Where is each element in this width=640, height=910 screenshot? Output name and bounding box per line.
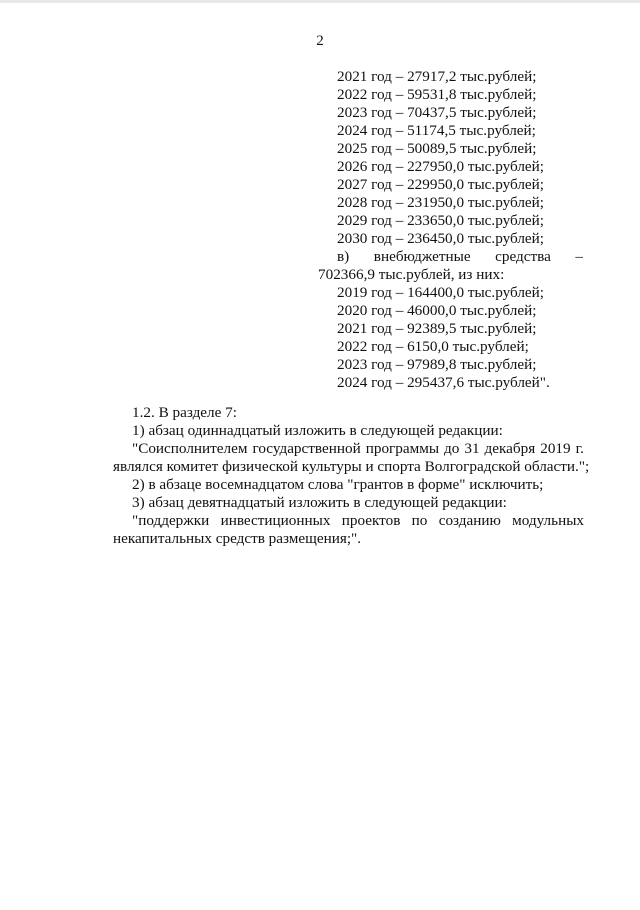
quote-1-first-line [132,440,584,458]
quote-3-word: созданию [438,512,501,529]
budget-year-line: 2026 год – 227950,0 тыс.рублей; [337,158,545,175]
extrabudgetary-year-line: 2020 год – 46000,0 тыс.рублей; [337,302,537,319]
amendment-item-1: 1) абзац одиннадцатый изложить в следующей редакции: [132,422,503,439]
quote-1-word: программы [365,440,440,457]
quote-1-word: "Соисполнителем [132,440,248,457]
section-heading: 1.2. В разделе 7: [132,404,237,421]
quote-1-word: 2019 [540,440,571,457]
budget-year-line: 2023 год – 70437,5 тыс.рублей; [337,104,537,121]
budget-year-line: 2029 год – 233650,0 тыс.рублей; [337,212,545,229]
quote-1-word: декабря [484,440,536,457]
extrabudgetary-heading-word: средства [495,248,551,265]
quote-1-word: до [444,440,460,457]
quote-1-word: 31 [464,440,480,457]
page-number: 2 [316,33,324,49]
quote-3-second-line: некапитальных средств размещения;". [113,530,362,547]
amendment-item-3: 3) абзац девятнадцатый изложить в следующей редакции: [132,494,507,511]
scan-top-edge [0,0,640,3]
quote-1-word: государственной [252,440,361,457]
extrabudgetary-year-line: 2019 год – 164400,0 тыс.рублей; [337,284,545,301]
budget-year-line: 2027 год – 229950,0 тыс.рублей; [337,176,545,193]
quote-1-word: г. [575,440,584,457]
quote-3-word: модульных [512,512,584,529]
budget-year-line: 2024 год – 51174,5 тыс.рублей; [337,122,536,139]
extrabudgetary-heading [337,248,583,266]
budget-year-line: 2022 год – 59531,8 тыс.рублей; [337,86,537,103]
extrabudgetary-year-line: 2024 год – 295437,6 тыс.рублей". [337,374,550,391]
extrabudgetary-year-line: 2023 год – 97989,8 тыс.рублей; [337,356,537,373]
extrabudgetary-heading-word: в) [337,248,350,265]
extrabudgetary-year-line: 2021 год – 92389,5 тыс.рублей; [337,320,537,337]
budget-year-line: 2021 год – 27917,2 тыс.рублей; [337,68,537,85]
quote-3-first-line [132,512,584,530]
budget-year-line: 2028 год – 231950,0 тыс.рублей; [337,194,545,211]
quote-3-word: по [411,512,428,529]
extrabudgetary-heading-word: внебюджетные [373,248,471,265]
quote-3-word: проектов [341,512,401,529]
extrabudgetary-total: 702366,9 тыс.рублей, из них: [318,266,505,283]
quote-1-second-line: являлся комитет физической культуры и спорта Волгоградской области."; [113,458,590,475]
budget-year-line: 2025 год – 50089,5 тыс.рублей; [337,140,537,157]
quote-3-word: "поддержки [132,512,210,529]
quote-3-word: инвестиционных [220,512,331,529]
extrabudgetary-year-line: 2022 год – 6150,0 тыс.рублей; [337,338,529,355]
budget-year-line: 2030 год – 236450,0 тыс.рублей; [337,230,545,247]
extrabudgetary-heading-word: – [575,248,583,265]
amendment-item-2: 2) в абзаце восемнадцатом слова "грантов в форме" исключить; [132,476,544,493]
